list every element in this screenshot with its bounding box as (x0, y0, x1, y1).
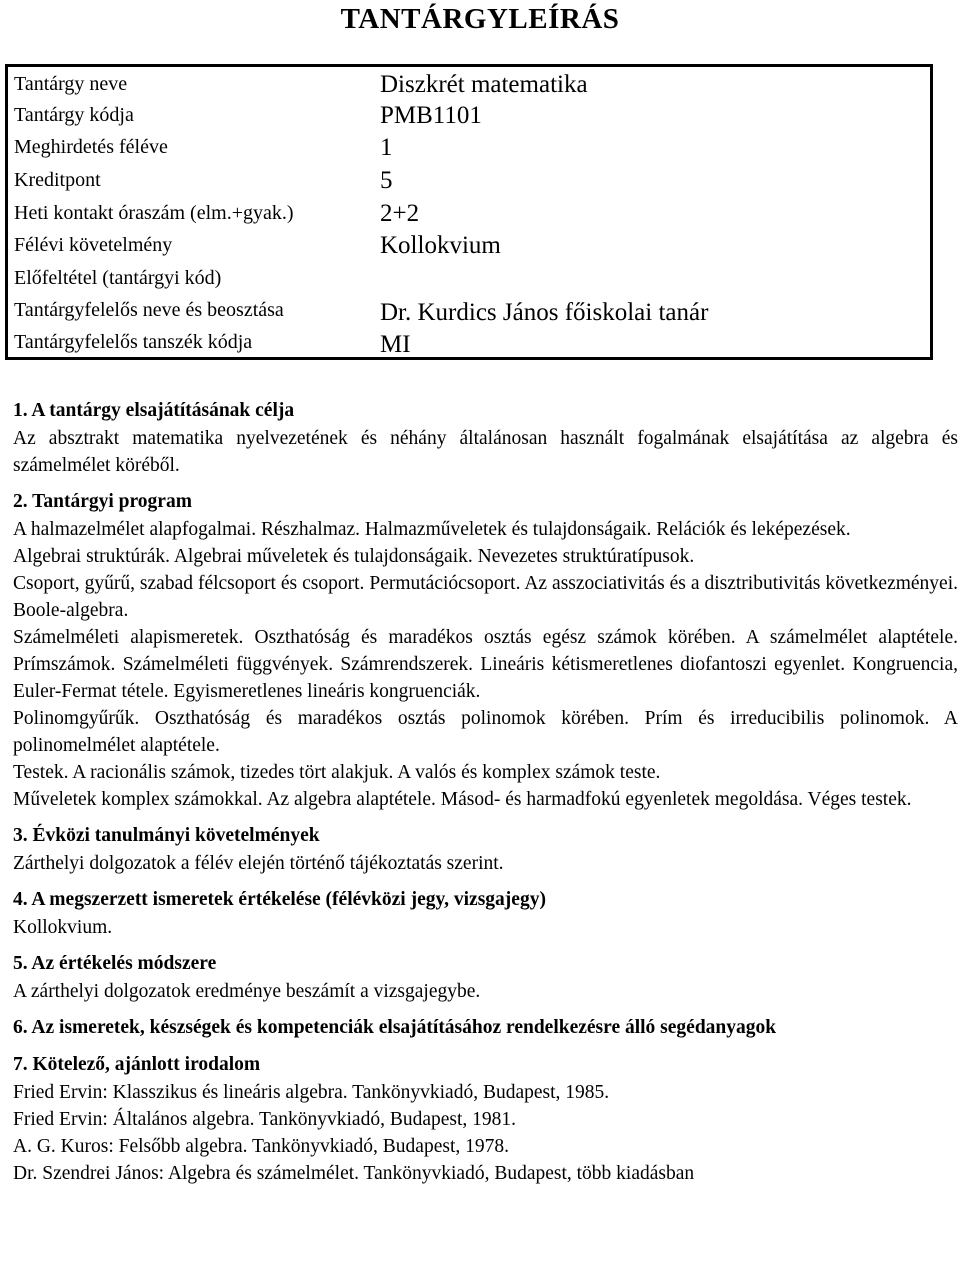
program-paragraph: Polinomgyűrűk. Oszthatóság és maradékos osztás polinomok körében. Prím és irreducibilis polinomok. A polinomelmélet alaptétele. (13, 708, 958, 756)
reference-item: Dr. Szendrei János: Algebra és számelmélet. Tankönyvkiadó, Budapest, több kiadásban (13, 1163, 695, 1184)
section-evaluation (13, 886, 958, 941)
course-description (13, 397, 958, 1187)
course-info-table (5, 64, 933, 360)
section-text: Az absztrakt matematika nyelvezetének és néhány általánosan használt fogalmának elsajátítása az algebra és számelmélet köréből. (13, 428, 958, 476)
info-label: Meghirdetés féléve (14, 136, 168, 158)
info-value: 5 (380, 167, 393, 194)
section-program (13, 488, 958, 813)
section-heading: 1. A tantárgy elsajátításának célja (13, 400, 295, 421)
program-paragraph: A halmazelmélet alapfogalmai. Részhalmaz. Halmazműveletek és tulajdonságaik. Relációk és leképezések. (13, 519, 851, 540)
section-heading: 2. Tantárgyi program (13, 491, 192, 512)
info-value: PMB1101 (380, 102, 482, 129)
info-label: Kreditpont (14, 169, 101, 191)
info-value: 1 (380, 134, 393, 161)
section-heading: 4. A megszerzett ismeretek értékelése (félévközi jegy, vizsgajegy) (13, 889, 546, 910)
info-value: Diszkrét matematika (380, 71, 588, 98)
reference-item: Fried Ervin: Klasszikus és lineáris algebra. Tankönyvkiadó, Budapest, 1985. (13, 1082, 610, 1103)
document-title: TANTÁRGYLEÍRÁS (340, 3, 620, 35)
section-heading: 3. Évközi tanulmányi követelmények (13, 825, 320, 846)
reference-item: A. G. Kuros: Felsőbb algebra. Tankönyvkiadó, Budapest, 1978. (13, 1136, 510, 1157)
info-label: Tantárgy neve (14, 73, 128, 95)
info-value: 2+2 (380, 200, 420, 227)
program-paragraph: Algebrai struktúrák. Algebrai műveletek és tulajdonságaik. Nevezetes struktúratípusok. (13, 546, 695, 567)
program-paragraph: Számelméleti alapismeretek. Oszthatóság és maradékos osztás egész számok körében. A számelmélet alaptétele. Prímszámok. Számelméleti függvények. Számrendszerek. Lineáris kétismeretlenes diofantoszi egyenlet. Kongruencia, Euler-Fermat tétele. Egyismeretlenes lineáris kongruenciák. (13, 627, 958, 702)
section-text: Kollokvium. (13, 917, 113, 938)
section-text: Zárthelyi dolgozatok a félév elején történő tájékoztatás szerint. (13, 853, 504, 874)
info-value: MI (380, 331, 411, 358)
section-text: A zárthelyi dolgozatok eredménye beszámít a vizsgajegybe. (13, 981, 481, 1002)
program-paragraph: Csoport, gyűrű, szabad félcsoport és csoport. Permutációcsoport. Az asszociativitás és a disztributivitás következményei. Boole-algebra. (13, 573, 958, 621)
info-label: Tantárgyfelelős tanszék kódja (14, 331, 253, 353)
info-label: Előfeltétel (tantárgyi kód) (14, 267, 222, 289)
info-label: Heti kontakt óraszám (elm.+gyak.) (14, 202, 294, 224)
info-value: Dr. Kurdics János főiskolai tanár (380, 299, 709, 326)
section-heading: 7. Kötelező, ajánlott irodalom (13, 1054, 261, 1075)
info-label: Tantárgyfelelős neve és beosztása (14, 299, 284, 321)
program-paragraph: Testek. A racionális számok, tizedes tört alakjuk. A valós és komplex számok teste. (13, 762, 661, 783)
section-heading: 5. Az értékelés módszere (13, 953, 217, 974)
info-value: Kollokvium (380, 232, 501, 259)
section-literature (13, 1051, 958, 1187)
reference-item: Fried Ervin: Általános algebra. Tankönyvkiadó, Budapest, 1981. (13, 1109, 517, 1130)
program-paragraph: Műveletek komplex számokkal. Az algebra alaptétele. Másod- és harmadfokú egyenletek megoldása. Véges testek. (13, 789, 912, 810)
section-objective (13, 397, 958, 479)
info-label: Tantárgy kódja (14, 104, 134, 126)
info-label: Félévi követelmény (14, 234, 173, 256)
section-requirements (13, 822, 958, 877)
section-method (13, 950, 958, 1005)
section-materials (13, 1014, 958, 1042)
section-heading: 6. Az ismeretek, készségek és kompetenciák elsajátításához rendelkezésre álló segédanyagok (13, 1017, 777, 1038)
